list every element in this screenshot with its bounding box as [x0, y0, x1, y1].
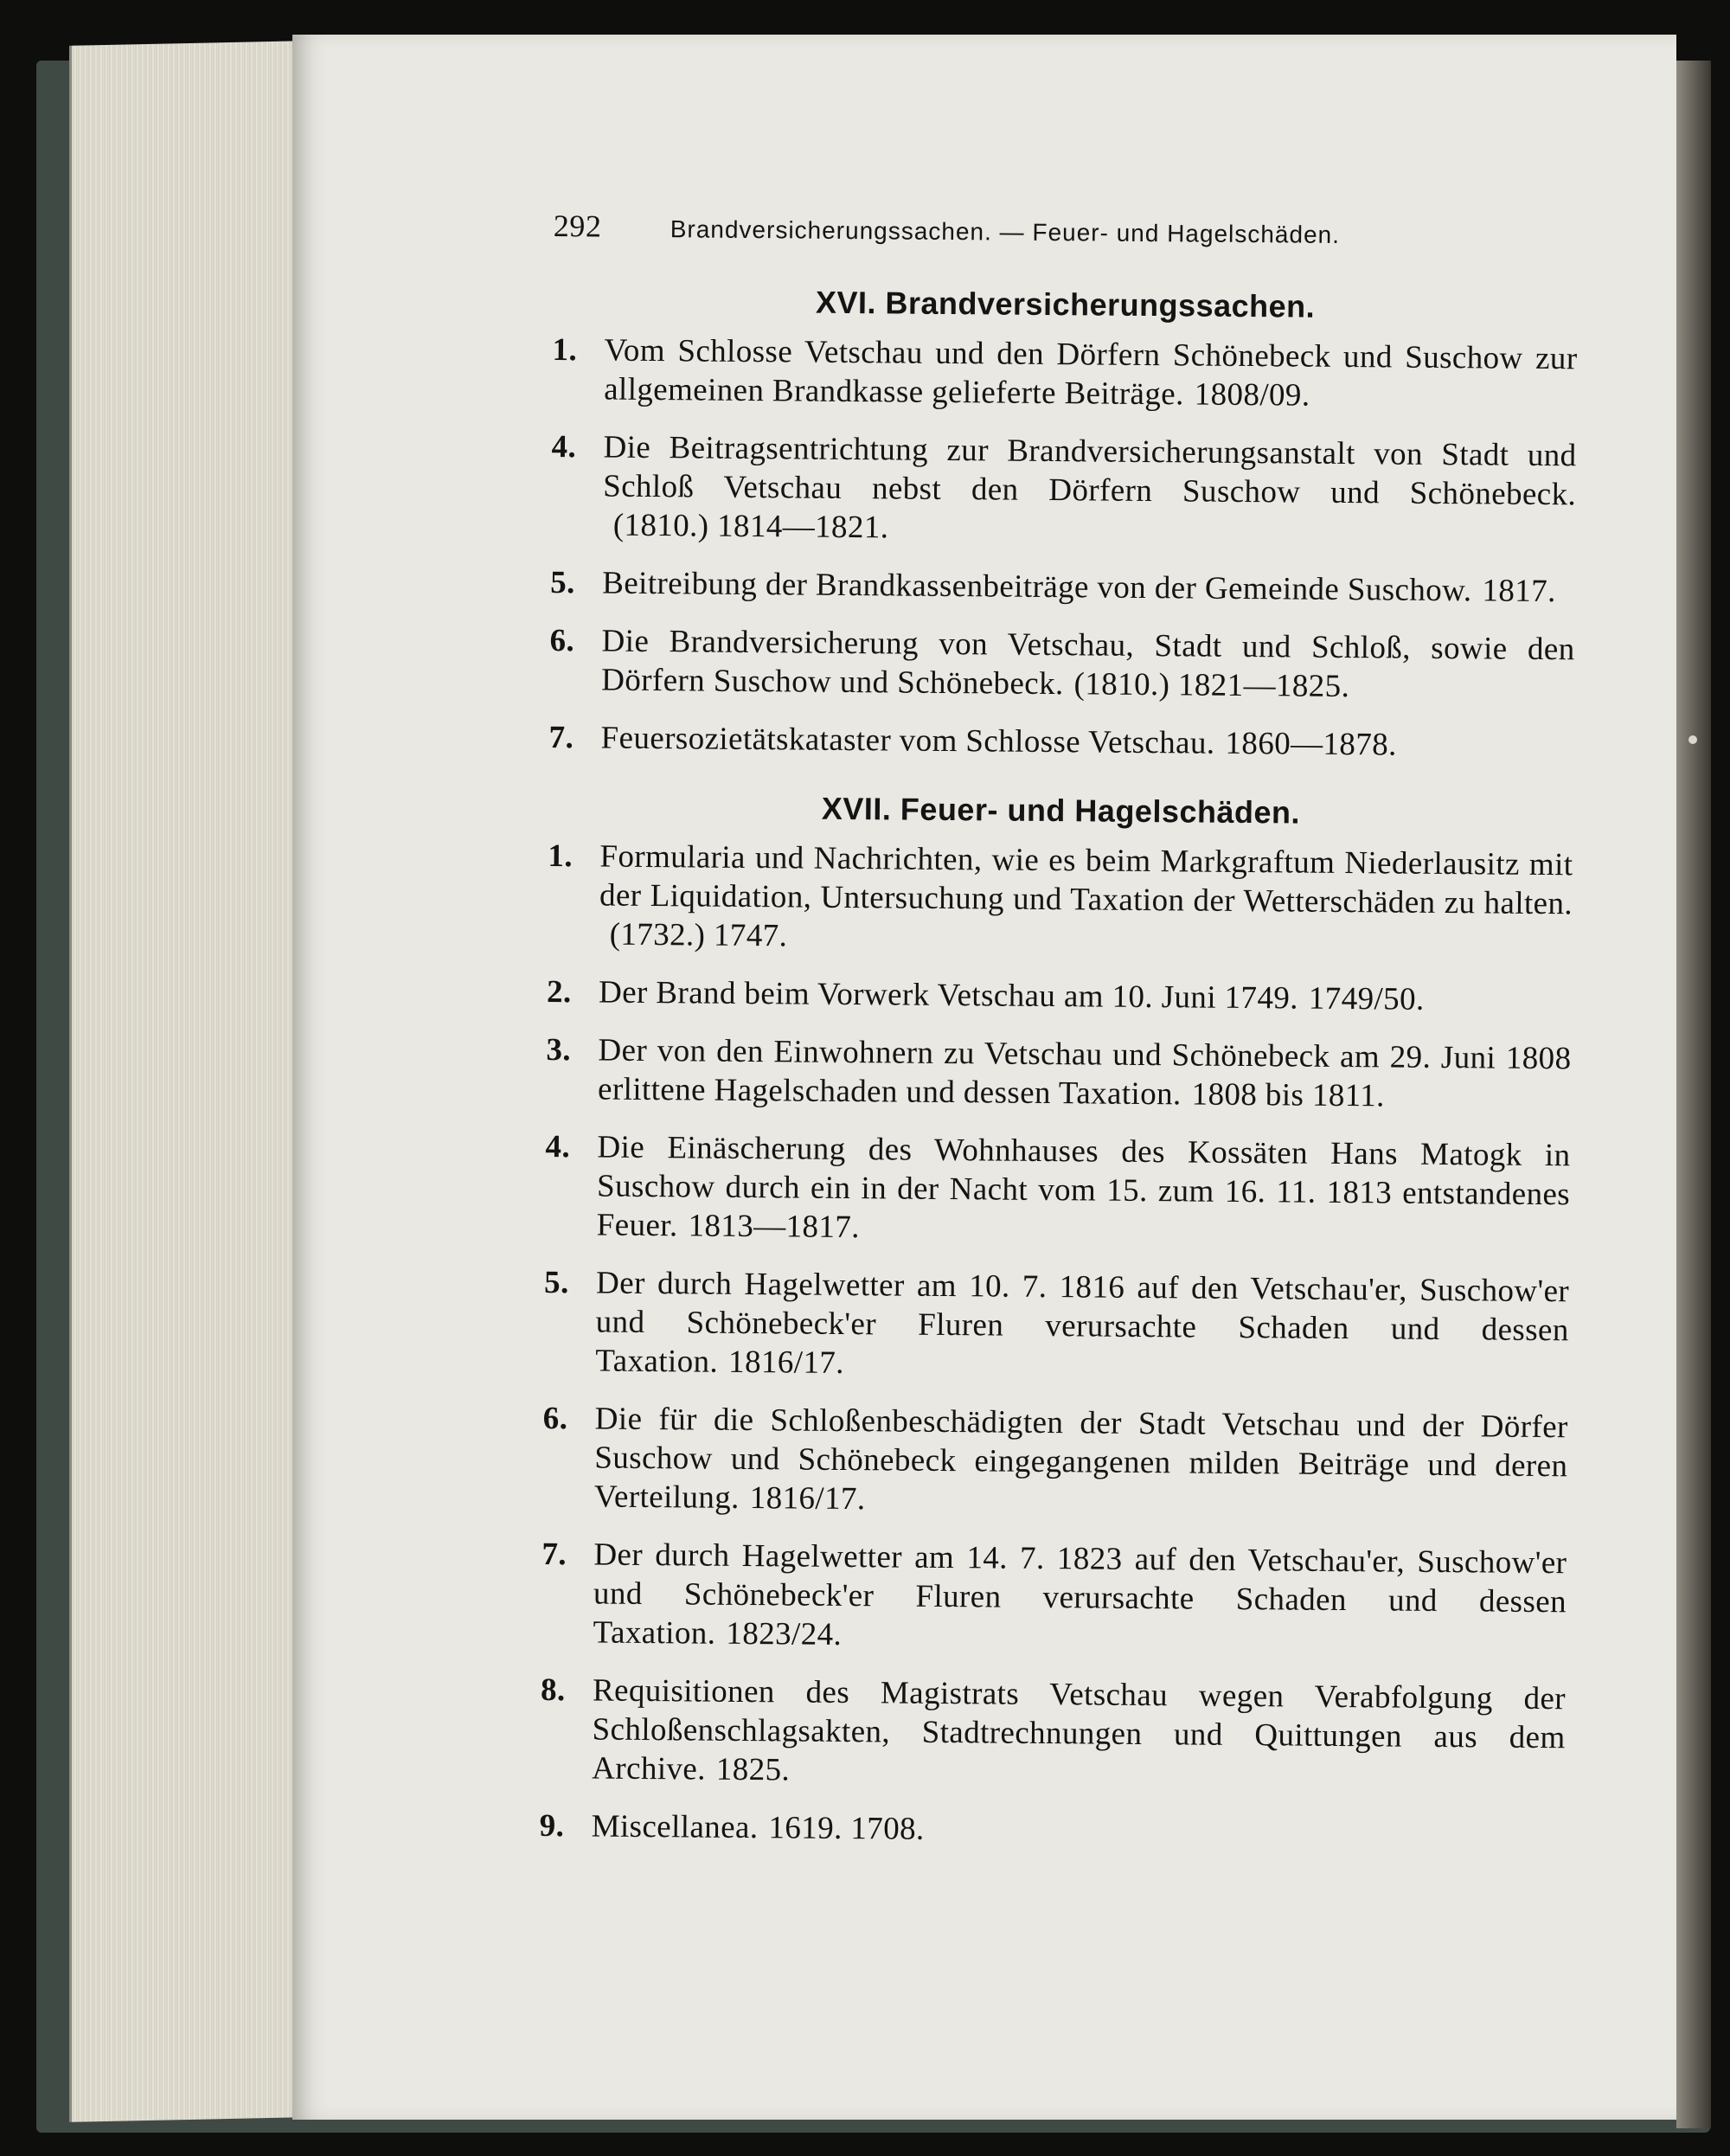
entry-dates: 1749/50.: [1308, 980, 1425, 1017]
entry-dates: 1808 bis 1811.: [1191, 1076, 1385, 1114]
entry-text: Die Beitragsentrichtung zur Brandversicherungsanstalt von Stadt und Schloß Vetschau nebst den Dörfern Suschow und Schönebeck.: [603, 429, 1577, 513]
entry-number: 5.: [550, 564, 575, 601]
entry-number: 4.: [551, 428, 577, 465]
list-item: [540, 1671, 1566, 1796]
entry-number: 6.: [542, 1400, 568, 1437]
entry-dates: 1823/24.: [726, 1615, 843, 1652]
list-item: [546, 1030, 1572, 1117]
list-item: [541, 1535, 1567, 1660]
entry-dates: 1860—1878.: [1225, 725, 1397, 763]
page-text: [539, 208, 1579, 1873]
list-item: [550, 563, 1575, 611]
entry-dates: (1810.) 1821—1825.: [1073, 666, 1350, 705]
entry-dates: 1619. 1708.: [768, 1810, 925, 1847]
entry-text: Vom Schlosse Vetschau und den Dörfern Schönebeck und Suschow zur allgemeinen Brandkasse gelieferte Beiträge.: [603, 332, 1578, 413]
paper-speck: [1688, 735, 1697, 744]
entry-text: Der durch Hagelwetter am 10. 7. 1816 auf den Vetschau'er, Suschow'er und Schönebeck'er Fluren verursachte Schaden und dessen Taxation.: [595, 1265, 1570, 1380]
entry-text: Formularia und Nachrichten, wie es beim Markgraftum Niederlausitz mit der Liquidation, Untersuchung und Taxation der Wetterschäden zu halten.: [599, 838, 1573, 922]
entry-text: Der Brand beim Vorwerk Vetschau am 10. Juni 1749.: [598, 974, 1299, 1017]
list-item: [539, 1806, 1564, 1854]
list-item: [551, 427, 1577, 553]
entry-number: 8.: [540, 1672, 566, 1709]
entry-number: 7.: [541, 1536, 567, 1573]
entry-number: 6.: [549, 622, 575, 659]
section-xvi: [548, 282, 1578, 766]
entry-number: 4.: [545, 1128, 571, 1165]
entry-text: Feuersozietätskataster vom Schlosse Vetschau.: [600, 720, 1215, 761]
list-item: [547, 837, 1573, 962]
entry-text: Die Einäscherung des Wohnhauses des Kossäten Hans Matogk in Suschow durch ein in der Nacht vom 15. zum 16. 11. 1813 entstandenes Feuer.: [596, 1129, 1571, 1244]
running-title: Brandversicherungssachen. — Feuer- und Hagelschäden.: [670, 215, 1341, 248]
page-edges: [69, 41, 305, 2122]
list-item: [547, 972, 1572, 1020]
entry-number: 1.: [548, 837, 573, 875]
list-item: [549, 621, 1575, 708]
entry-text: Die für die Schloßenbeschädigten der Stadt Vetschau und der Dörfer Suschow und Schönebeck eingegangenen milden Beiträge und deren Verteilung.: [593, 1401, 1568, 1516]
entry-number: 2.: [546, 973, 572, 1011]
entry-number: 3.: [546, 1031, 572, 1068]
entry-dates: (1810.) 1814—1821.: [612, 507, 889, 546]
entry-number: 5.: [543, 1264, 569, 1301]
list-item: [542, 1399, 1568, 1524]
running-head: [554, 208, 1579, 260]
entry-number: 7.: [548, 719, 574, 756]
entry-dates: 1816/17.: [749, 1480, 866, 1518]
entry-text: Miscellanea.: [591, 1808, 759, 1846]
entry-dates: 1808/09.: [1194, 376, 1310, 414]
entry-number: 9.: [539, 1807, 565, 1845]
entry-text: Die Brandversicherung von Vetschau, Stadt und Schloß, sowie den Dörfern Suschow und Schönebeck.: [601, 623, 1575, 703]
entry-dates: 1813—1817.: [688, 1208, 861, 1246]
list-item: [552, 330, 1578, 417]
list-item: [545, 1127, 1571, 1253]
section-heading: XVI. Brandversicherungssachen.: [815, 284, 1316, 324]
section-xvii: [539, 788, 1573, 1854]
entry-number: 1.: [552, 331, 578, 369]
entry-text: Der von den Einwohnern zu Vetschau und Schönebeck am 29. Juni 1808 erlittene Hagelschaden und dessen Taxation.: [597, 1032, 1572, 1113]
entry-text: Requisitionen des Magistrats Vetschau wegen Verabfolgung der Schloßenschlagsakten, Stadtrechnungen und Quittungen aus dem Archive.: [592, 1672, 1567, 1787]
entry-dates: (1732.) 1747.: [609, 916, 788, 954]
page-number: 292: [553, 208, 602, 244]
entry-dates: 1817.: [1482, 573, 1556, 610]
entry-text: Der durch Hagelwetter am 14. 7. 1823 auf den Vetschau'er, Suschow'er und Schönebeck'er Fluren verursachte Schaden und dessen Taxation.: [593, 1537, 1567, 1652]
entry-dates: 1825.: [715, 1751, 791, 1788]
page-gutter: [1676, 61, 1711, 2128]
section-heading: XVII. Feuer- und Hagelschäden.: [821, 790, 1301, 831]
list-item: [543, 1263, 1569, 1389]
entry-dates: 1816/17.: [727, 1344, 845, 1381]
list-item: [548, 718, 1573, 766]
entry-text: Beitreibung der Brandkassenbeiträge von der Gemeinde Suschow.: [602, 565, 1472, 609]
